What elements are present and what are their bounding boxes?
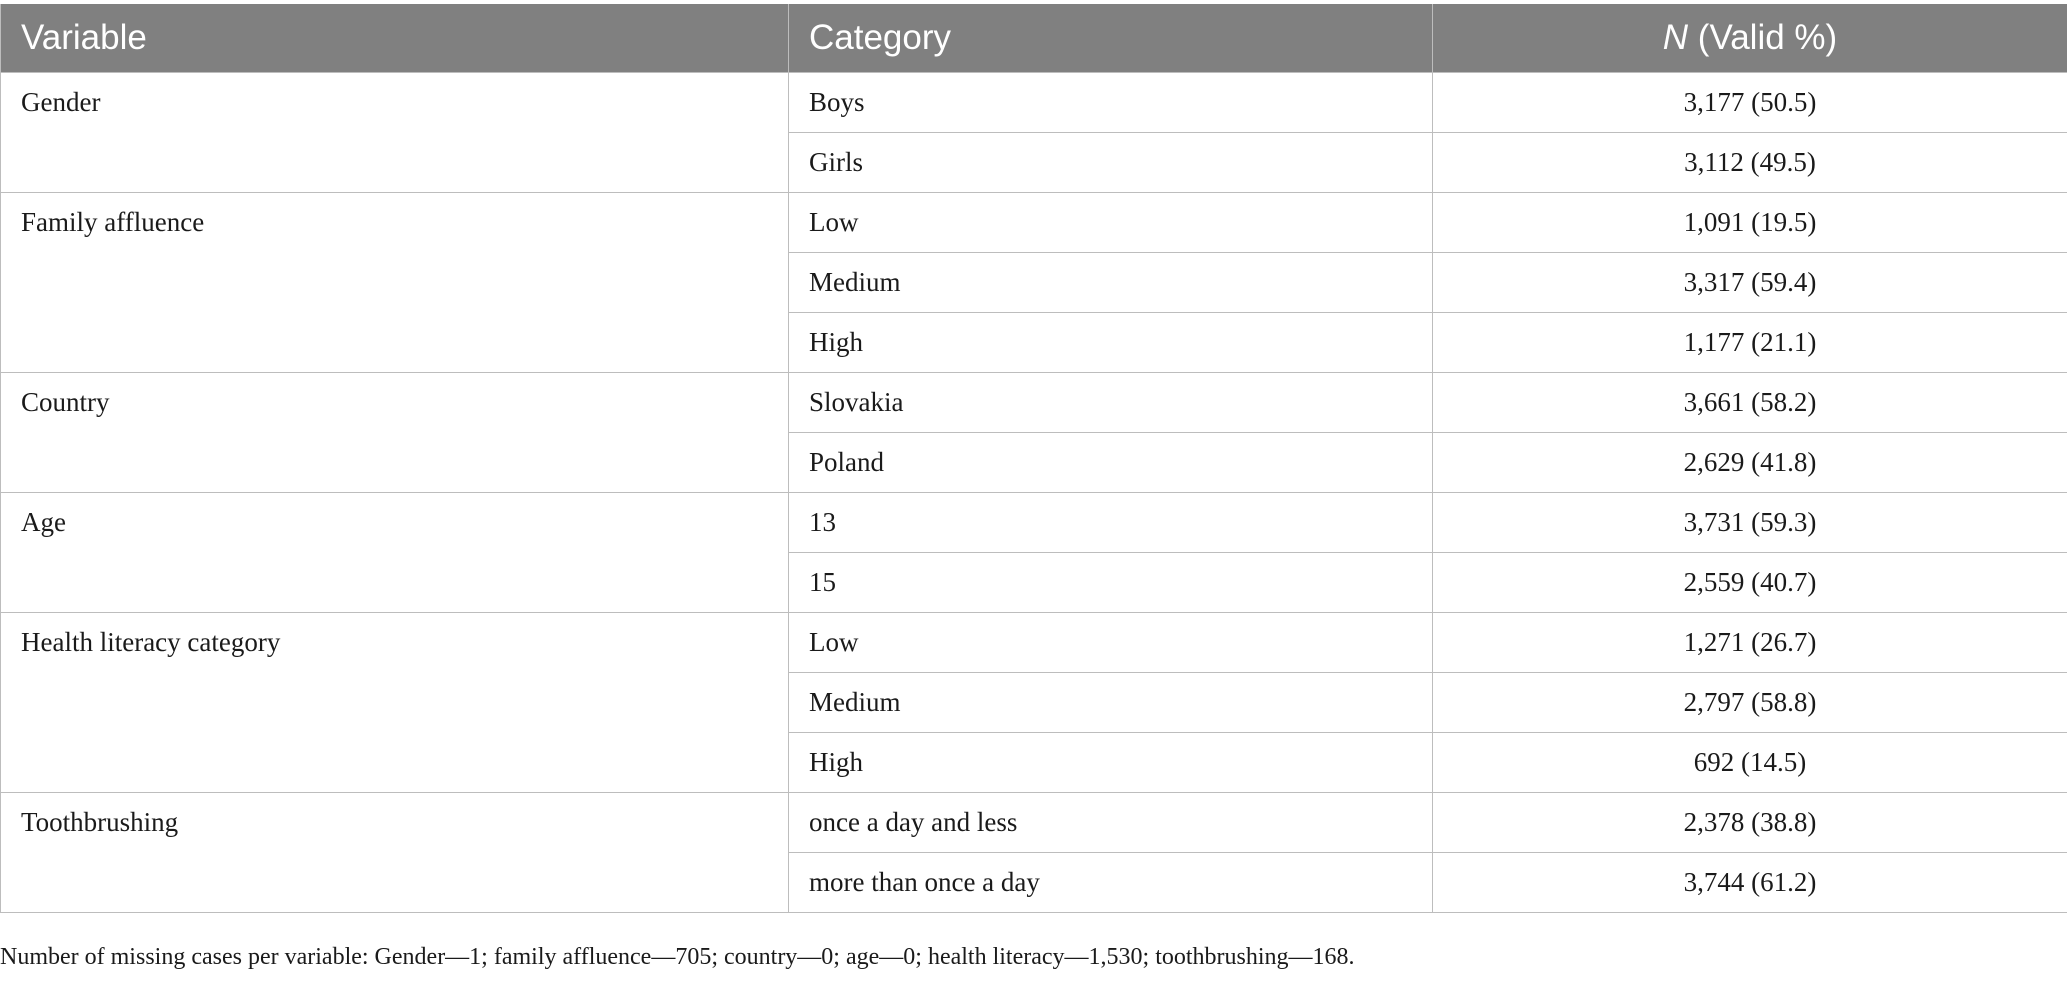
value-cell: 692 (14.5) xyxy=(1433,733,2067,793)
header-valid-pct: (Valid %) xyxy=(1688,18,1838,57)
category-cell: Low xyxy=(789,613,1433,673)
value-cell: 2,378 (38.8) xyxy=(1433,793,2067,853)
value-cell: 1,177 (21.1) xyxy=(1433,313,2067,373)
variable-cell: Family affluence xyxy=(1,193,789,373)
category-cell: more than once a day xyxy=(789,853,1433,913)
header-variable: Variable xyxy=(1,4,789,73)
value-cell: 3,112 (49.5) xyxy=(1433,133,2067,193)
value-cell: 3,317 (59.4) xyxy=(1433,253,2067,313)
value-cell: 3,731 (59.3) xyxy=(1433,493,2067,553)
category-cell: Boys xyxy=(789,73,1433,133)
category-cell: 13 xyxy=(789,493,1433,553)
category-cell: Slovakia xyxy=(789,373,1433,433)
variable-cell: Age xyxy=(1,493,789,613)
category-cell: Medium xyxy=(789,253,1433,313)
value-cell: 3,744 (61.2) xyxy=(1433,853,2067,913)
table-footnote: Number of missing cases per variable: Gender—1; family affluence—705; country—0; age—0; health literacy—1,530; toothbrushing—168. xyxy=(0,944,1355,970)
value-cell: 2,797 (58.8) xyxy=(1433,673,2067,733)
category-cell: Girls xyxy=(789,133,1433,193)
value-cell: 2,629 (41.8) xyxy=(1433,433,2067,493)
value-cell: 1,091 (19.5) xyxy=(1433,193,2067,253)
demographics-table xyxy=(0,4,2067,913)
category-cell: Low xyxy=(789,193,1433,253)
value-cell: 3,661 (58.2) xyxy=(1433,373,2067,433)
header-category: Category xyxy=(789,4,1433,73)
header-n-valid xyxy=(1433,4,2067,73)
table-row xyxy=(1,493,2067,553)
table-container xyxy=(0,4,2067,913)
category-cell: Medium xyxy=(789,673,1433,733)
variable-cell: Health literacy category xyxy=(1,613,789,793)
variable-cell: Toothbrushing xyxy=(1,793,789,913)
table-row xyxy=(1,193,2067,253)
table-row xyxy=(1,73,2067,133)
variable-cell: Country xyxy=(1,373,789,493)
category-cell: High xyxy=(789,733,1433,793)
table-row xyxy=(1,793,2067,853)
category-cell: once a day and less xyxy=(789,793,1433,853)
value-cell: 3,177 (50.5) xyxy=(1433,73,2067,133)
category-cell: High xyxy=(789,313,1433,373)
value-cell: 2,559 (40.7) xyxy=(1433,553,2067,613)
header-n: N xyxy=(1662,18,1689,57)
value-cell: 1,271 (26.7) xyxy=(1433,613,2067,673)
category-cell: Poland xyxy=(789,433,1433,493)
table-row xyxy=(1,373,2067,433)
table-header-row xyxy=(1,4,2067,73)
category-cell: 15 xyxy=(789,553,1433,613)
table-row xyxy=(1,613,2067,673)
variable-cell: Gender xyxy=(1,73,789,193)
